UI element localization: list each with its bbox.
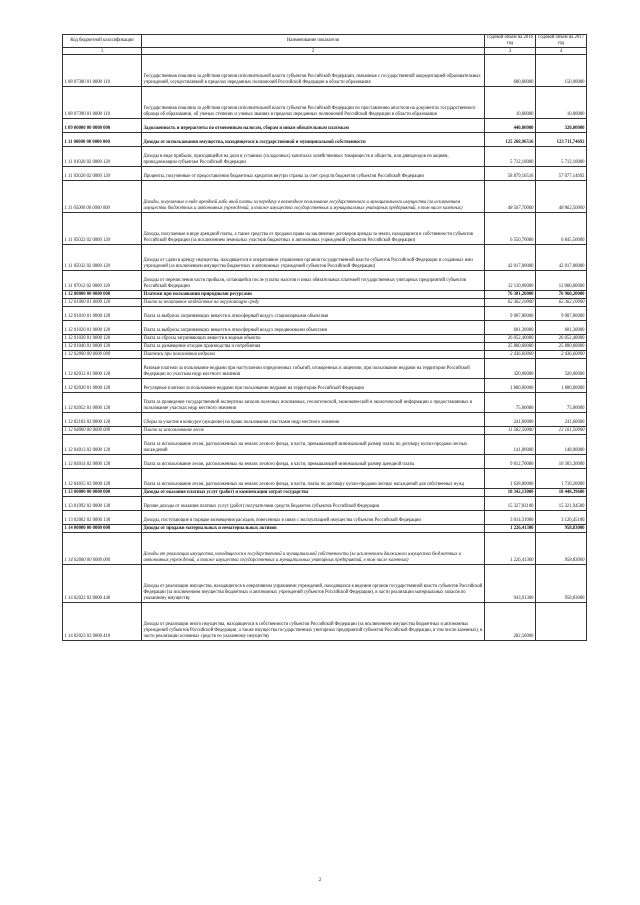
table-row <box>63 497 587 511</box>
row-value-2017: 76 960,20000 <box>536 291 587 299</box>
table-row <box>63 321 587 335</box>
row-value-2016: 1 226,41300 <box>485 533 536 565</box>
row-value-2017: 5 712,10000 <box>536 147 587 167</box>
header-2016: Годовой объем на 2016 год <box>485 35 536 48</box>
row-code: 1 11 05000 00 0000 000 <box>63 181 142 213</box>
table-header <box>63 35 587 55</box>
row-name: Доходы в виде прибыли, приходящейся на доли в уставных (складочных) капиталах хозяйственных товариществ и обществ, или дивидендов по акциям, принадлежащим субъектам Российской Федерации <box>142 147 485 167</box>
table-row <box>63 213 587 245</box>
row-value-2016: 9 812,70000 <box>485 455 536 469</box>
row-name: Прочие доходы от оказания платных услуг (работ) получателями средств бюджетов субъектов Российской Федерации <box>142 497 485 511</box>
row-value-2016: 25 800,60000 <box>485 343 536 351</box>
row-name: Доходы от реализации имущества, находящегося в государственной и муниципальной собственности (за исключением движимого имущества бюджетных и автономных учреждений, а также имущества государственных и муниципальных унитарных предприятий, в том числе казенных) <box>142 533 485 565</box>
row-code: 1 13 02062 02 0000 130 <box>63 511 142 525</box>
row-name: Платежи при пользовании недрами <box>142 351 485 359</box>
row-value-2016: 3 014,31000 <box>485 511 536 525</box>
row-name: Плата за использование лесов <box>142 427 485 435</box>
row-code: 1 12 02012 01 0000 120 <box>63 359 142 379</box>
table-row <box>63 525 587 533</box>
row-value-2016: 5 712,10000 <box>485 147 536 167</box>
row-code: 1 12 01020 01 0000 120 <box>63 321 142 335</box>
row-value-2017: 148,00000 <box>536 435 587 455</box>
row-value-2016: 241,60000 <box>485 413 536 427</box>
row-name: Доходы, получаемые в виде арендной платы, а также средства от продажи права на заключение договоров аренды за земли, находящиеся в собственности субъектов Российской Федерации (за исключением земельных участков бюджетных и автономных учреждений субъектов Российской Федерации) <box>142 213 485 245</box>
row-code: 1 12 01030 01 0000 120 <box>63 335 142 343</box>
row-value-2017: 1 710,20000 <box>536 469 587 489</box>
row-value-2016: 6 550,70000 <box>485 213 536 245</box>
header-index-4: 4 <box>536 48 587 55</box>
row-code: 1 14 02022 02 0000 440 <box>63 565 142 603</box>
row-value-2016: 75,00000 <box>485 393 536 413</box>
table-row <box>63 167 587 181</box>
row-code: 1 13 01992 02 0000 130 <box>63 497 142 511</box>
row-code: 1 08 07390 01 0000 110 <box>63 87 142 119</box>
row-name: Регулярные платежи за пользование недрами при пользовании недрами на территории Российской Федерации <box>142 379 485 393</box>
row-code: 1 12 04014 02 0000 120 <box>63 455 142 469</box>
row-value-2017: 9 907,80000 <box>536 307 587 321</box>
row-name: Доходы от перечисления части прибыли, остающейся после уплаты налогов и иных обязательных платежей государственных унитарных предприятий субъектов Российской Федерации <box>142 271 485 291</box>
table-row <box>63 147 587 167</box>
row-value-2016: 76 381,20000 <box>485 291 536 299</box>
row-value-2016: 12 110,00000 <box>485 271 536 291</box>
row-name: Государственная пошлина за действия органов исполнительной власти субъектов Российской Федерации по проставлению апостиля на документах государственного образца об образовании, об ученых степенях и ученых званиях в пределах переданных полномочий Российской Федерации в области образования <box>142 87 485 119</box>
row-value-2016: 1 800,00000 <box>485 379 536 393</box>
row-value-2016: 943,91300 <box>485 565 536 603</box>
row-name: Плата за использование лесов, расположенных на землях лесного фонда, в части, платы по договору купли-продажи лесных насаждений для собственных нужд <box>142 469 485 489</box>
row-name: Плата за выбросы загрязняющих веществ в атмосферный воздух передвижными объектами <box>142 321 485 335</box>
row-name: Плата за негативное воздействие на окружающую среду <box>142 299 485 307</box>
row-value-2017: 62 362,10000 <box>536 299 587 307</box>
row-value-2017: 6 845,50000 <box>536 213 587 245</box>
row-value-2016: 440,00000 <box>485 119 536 133</box>
table-row <box>63 379 587 393</box>
row-code: 1 12 01000 01 0000 120 <box>63 299 142 307</box>
row-value-2016: 320,00000 <box>485 359 536 379</box>
row-value-2016: 600,00000 <box>485 55 536 87</box>
row-value-2016: 2 436,60000 <box>485 351 536 359</box>
row-value-2017: 18 448,39600 <box>536 489 587 497</box>
row-value-2016: 9 907,80000 <box>485 307 536 321</box>
row-value-2017: 1 800,00000 <box>536 379 587 393</box>
row-code: 1 13 00000 00 0000 000 <box>63 489 142 497</box>
table-row <box>63 455 587 469</box>
table-row <box>63 603 587 641</box>
row-value-2016: 10,00000 <box>485 87 536 119</box>
row-value-2017: 150,00000 <box>536 55 587 87</box>
row-code: 1 12 02000 00 0000 000 <box>63 351 142 359</box>
row-code: 1 14 02000 00 0000 000 <box>63 533 142 565</box>
row-name: Доходы от сдачи в аренду имущества, находящегося в оперативном управлении органов государственной власти субъектов Российской Федерации и созданных ими учреждений (за исключением имущества бюджетных и автономных учреждений субъектов Российской Федерации) <box>142 245 485 271</box>
row-name: Сборы за участие в конкурсе (аукционе) на право пользования участками недр местного значения <box>142 413 485 427</box>
row-value-2017: 10 303,30000 <box>536 455 587 469</box>
row-value-2017: 10,00000 <box>536 87 587 119</box>
table-row <box>63 343 587 351</box>
budget-table-page <box>62 34 586 641</box>
table-row <box>63 245 587 271</box>
row-value-2017: 320,00000 <box>536 359 587 379</box>
row-value-2017: 123 711,74692 <box>536 133 587 147</box>
table-row <box>63 87 587 119</box>
row-code: 1 11 01020 02 0000 120 <box>63 147 142 167</box>
row-name: Плата за сбросы загрязняющих веществ в водные объекты <box>142 335 485 343</box>
row-value-2016: 601,30000 <box>485 321 536 335</box>
row-code: 1 12 04015 02 0000 120 <box>63 469 142 489</box>
row-value-2017: 12 161,50000 <box>536 427 587 435</box>
row-name: Плата за использование лесов, расположенных на землях лесного фонда, в части, превышающей минимальный размер арендной платы <box>142 455 485 469</box>
row-value-2017: 601,30000 <box>536 321 587 335</box>
table-row <box>63 393 587 413</box>
row-value-2016: 58 879,16516 <box>485 167 536 181</box>
table-row <box>63 359 587 379</box>
row-value-2016: 1 226,41300 <box>485 525 536 533</box>
row-name: Плата за проведение государственной экспертизы запасов полезных ископаемых, геологической, экономической и экологической информации о предоставляемых в пользование участках недр местного значения <box>142 393 485 413</box>
row-code: 1 11 00000 00 0000 000 <box>63 133 142 147</box>
row-value-2016: 42 017,00000 <box>485 245 536 271</box>
row-value-2016: 26 052,40000 <box>485 335 536 343</box>
row-value-2017: 48 862,50000 <box>536 181 587 213</box>
budget-table <box>62 34 587 641</box>
header-index-2: 2 <box>142 48 485 55</box>
table-row <box>63 55 587 87</box>
row-code: 1 12 01040 01 0000 120 <box>63 343 142 351</box>
row-value-2016: 282,50000 <box>485 603 536 641</box>
table-row <box>63 427 587 435</box>
row-code: 1 12 04013 02 0000 120 <box>63 435 142 455</box>
table-row <box>63 469 587 489</box>
row-code: 1 09 00000 00 0000 000 <box>63 119 142 133</box>
table-row <box>63 119 587 133</box>
row-name: Разовые платежи за пользование недрами при наступлении определенных событий, оговоренных в лицензии, при пользовании недрами на территории Российской Федерации по участкам недр местного значения <box>142 359 485 379</box>
row-value-2017: 2 436,60000 <box>536 351 587 359</box>
header-2017: Годовой объем на 2017 год <box>536 35 587 48</box>
row-value-2017: 26 052,40000 <box>536 335 587 343</box>
row-name: Государственная пошлина за действия органов исполнительной власти субъектов Российской Федерации, связанные с государственной аккредитацией образовательных учреждений, осуществляемой в пределах переданных полномочий Российской Федерации в области образования <box>142 55 485 87</box>
table-row <box>63 511 587 525</box>
row-value-2017: 958,83000 <box>536 565 587 603</box>
row-value-2017 <box>536 603 587 641</box>
row-name: Доходы от реализации иного имущества, находящегося в собственности субъектов Российской Федерации (за исключением имущества бюджетных и автономных учреждений субъектов Российской Федерации, а также имущества государственных унитарных предприятий субъектов Российской Федерации, в том числе казенных), в части реализации основных средств по указанному имуществу <box>142 603 485 641</box>
row-name: Доходы от продажи материальных и нематериальных активов <box>142 525 485 533</box>
header-name: Наименование показателя <box>142 35 485 48</box>
row-value-2017: 12 060,00000 <box>536 271 587 291</box>
row-code: 1 14 02023 02 0000 410 <box>63 603 142 641</box>
row-value-2017: 320,00000 <box>536 119 587 133</box>
row-code: 1 12 02052 01 0000 120 <box>63 393 142 413</box>
row-code: 1 12 00000 00 0000 000 <box>63 291 142 299</box>
table-row <box>63 435 587 455</box>
row-value-2016: 48 567,70000 <box>485 181 536 213</box>
row-value-2017: 958,83000 <box>536 525 587 533</box>
table-row <box>63 271 587 291</box>
row-name: Доходы от оказания платных услуг (работ) и компенсации затрат государства <box>142 489 485 497</box>
row-name: Проценты, полученные от предоставления бюджетных кредитов внутри страны за счет средств бюджетов субъектов Российской Федерации <box>142 167 485 181</box>
row-value-2016: 18 342,13000 <box>485 489 536 497</box>
row-name: Плата за размещение отходов производства и потребления <box>142 343 485 351</box>
table-row <box>63 307 587 321</box>
row-name: Плата за выбросы загрязняющих веществ в атмосферный воздух стационарными объектами <box>142 307 485 321</box>
table-row <box>63 291 587 299</box>
header-index-1: 1 <box>63 48 142 55</box>
table-row <box>63 181 587 213</box>
header-code: Код бюджетной классификации <box>63 35 142 48</box>
row-name: Доходы, получаемые в виде арендной либо иной платы за передачу в возмездное пользование государственного и муниципального имущества (за исключением имущества бюджетных и автономных учреждений, а также имущества государственных и муниципальных унитарных предприятий, в том числе казенных) <box>142 181 485 213</box>
row-code: 1 12 04000 00 0000 000 <box>63 427 142 435</box>
row-value-2016: 62 362,10000 <box>485 299 536 307</box>
table-body <box>63 55 587 641</box>
table-row <box>63 133 587 147</box>
row-code: 1 11 07012 02 0000 120 <box>63 271 142 291</box>
row-name: Доходы от реализации имущества, находящегося в оперативном управлении учреждений, находящихся в ведении органов государственной власти субъектов Российской Федерации (за исключением имущества бюджетных и автономных учреждений субъектов Российской Федерации), в части реализации материальных запасов по указанному имуществу <box>142 565 485 603</box>
row-name: Задолженность и перерасчеты по отмененным налогам, сборам и иным обязательным платежам <box>142 119 485 133</box>
row-value-2017: 42 017,00000 <box>536 245 587 271</box>
row-name: Плата за использование лесов, расположенных на землях лесного фонда, в части, превышающей минимальный размер платы по договору купли-продажи лесных насаждений <box>142 435 485 455</box>
row-code: 1 08 07380 01 0000 110 <box>63 55 142 87</box>
row-code: 1 11 05032 02 0000 120 <box>63 245 142 271</box>
row-value-2017: 958,83000 <box>536 533 587 565</box>
header-index-3: 3 <box>485 48 536 55</box>
table-row <box>63 299 587 307</box>
row-code: 1 12 02102 02 0000 120 <box>63 413 142 427</box>
table-row <box>63 565 587 603</box>
row-value-2016: 15 327,83100 <box>485 497 536 511</box>
row-code: 1 11 03020 02 0000 120 <box>63 167 142 181</box>
row-value-2017: 25 800,60000 <box>536 343 587 351</box>
row-value-2017: 241,60000 <box>536 413 587 427</box>
row-value-2017: 3 126,45100 <box>536 511 587 525</box>
row-name: Платежи при пользовании природными ресурсами <box>142 291 485 299</box>
page-number: 2 <box>318 878 322 883</box>
table-row <box>63 489 587 497</box>
row-code: 1 11 05022 02 0000 120 <box>63 213 142 245</box>
row-code: 1 12 02030 01 0000 120 <box>63 379 142 393</box>
row-name: Доходы, поступающие в порядке возмещения расходов, понесенных в связи с эксплуатацией имущества субъектов Российской Федерации <box>142 511 485 525</box>
table-row <box>63 413 587 427</box>
table-row <box>63 335 587 343</box>
row-value-2016: 11 582,50000 <box>485 427 536 435</box>
table-row <box>63 533 587 565</box>
row-value-2016: 1 628,80000 <box>485 469 536 489</box>
row-value-2017: 15 321,94500 <box>536 497 587 511</box>
row-value-2017: 57 077,14692 <box>536 167 587 181</box>
row-value-2016: 141,00000 <box>485 435 536 455</box>
row-value-2016: 125 268,96516 <box>485 133 536 147</box>
row-name: Доходы от использования имущества, находящегося в государственной и муниципальной собственности <box>142 133 485 147</box>
row-code: 1 12 01010 01 0000 120 <box>63 307 142 321</box>
row-value-2017: 75,00000 <box>536 393 587 413</box>
row-code: 1 14 00000 00 0000 000 <box>63 525 142 533</box>
table-row <box>63 351 587 359</box>
